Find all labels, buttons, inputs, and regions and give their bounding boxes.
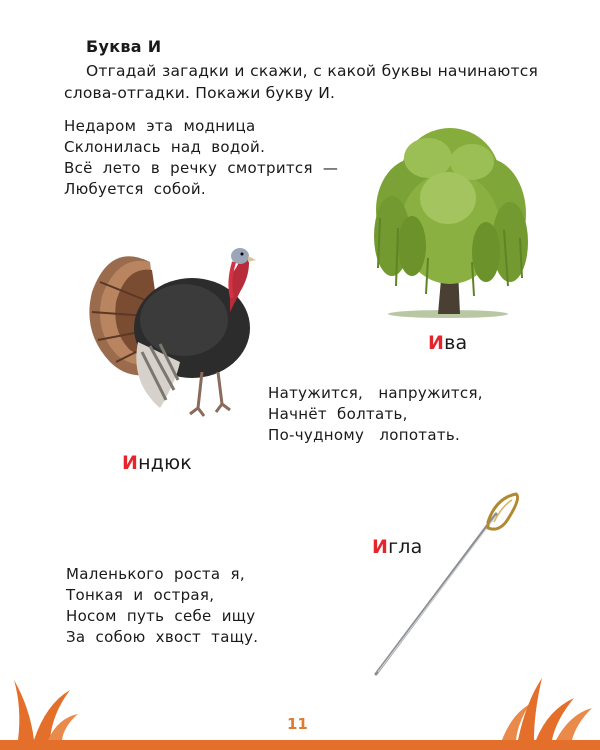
- answer-turkey: [122, 452, 192, 474]
- riddle-line: По-чудному лопотать.: [268, 426, 461, 444]
- page-heading: Буква И: [86, 37, 162, 56]
- riddle-needle: [66, 564, 258, 648]
- riddle-line: Носом путь себе ищу: [66, 607, 256, 625]
- riddle-line: Маленького роста я,: [66, 565, 245, 583]
- turkey-illustration: [80, 232, 270, 422]
- riddle-line: Склонилась над водой.: [64, 138, 266, 156]
- answer-initial-letter: И: [428, 332, 445, 354]
- answer-rest: ндюк: [138, 452, 192, 474]
- footer-band: [0, 740, 600, 750]
- riddle-line: Начнёт болтать,: [268, 405, 408, 423]
- answer-initial-letter: И: [372, 536, 389, 558]
- riddle-turkey: [268, 383, 483, 446]
- riddle-willow: [64, 116, 338, 200]
- riddle-line: Недаром эта модница: [64, 117, 256, 135]
- riddle-line: Тонкая и острая,: [66, 586, 215, 604]
- answer-rest: ва: [444, 332, 468, 354]
- riddle-line: Любуется собой.: [64, 180, 206, 198]
- willow-tree-illustration: [368, 118, 532, 320]
- page-number: 11: [287, 715, 308, 733]
- answer-initial-letter: И: [122, 452, 139, 474]
- riddle-line: Натужится, напружится,: [268, 384, 483, 402]
- riddle-line: За собою хвост тащу.: [66, 628, 259, 646]
- riddle-line: Всё лето в речку смотрится —: [64, 159, 339, 177]
- answer-rest: гла: [388, 536, 423, 558]
- instruction-text: Отгадай загадки и скажи, с какой буквы начинаются слова-отгадки. Покажи букву И.: [64, 62, 538, 102]
- footer-grass-decoration: [0, 668, 600, 750]
- answer-willow: [428, 332, 467, 354]
- needle-illustration: [370, 488, 526, 680]
